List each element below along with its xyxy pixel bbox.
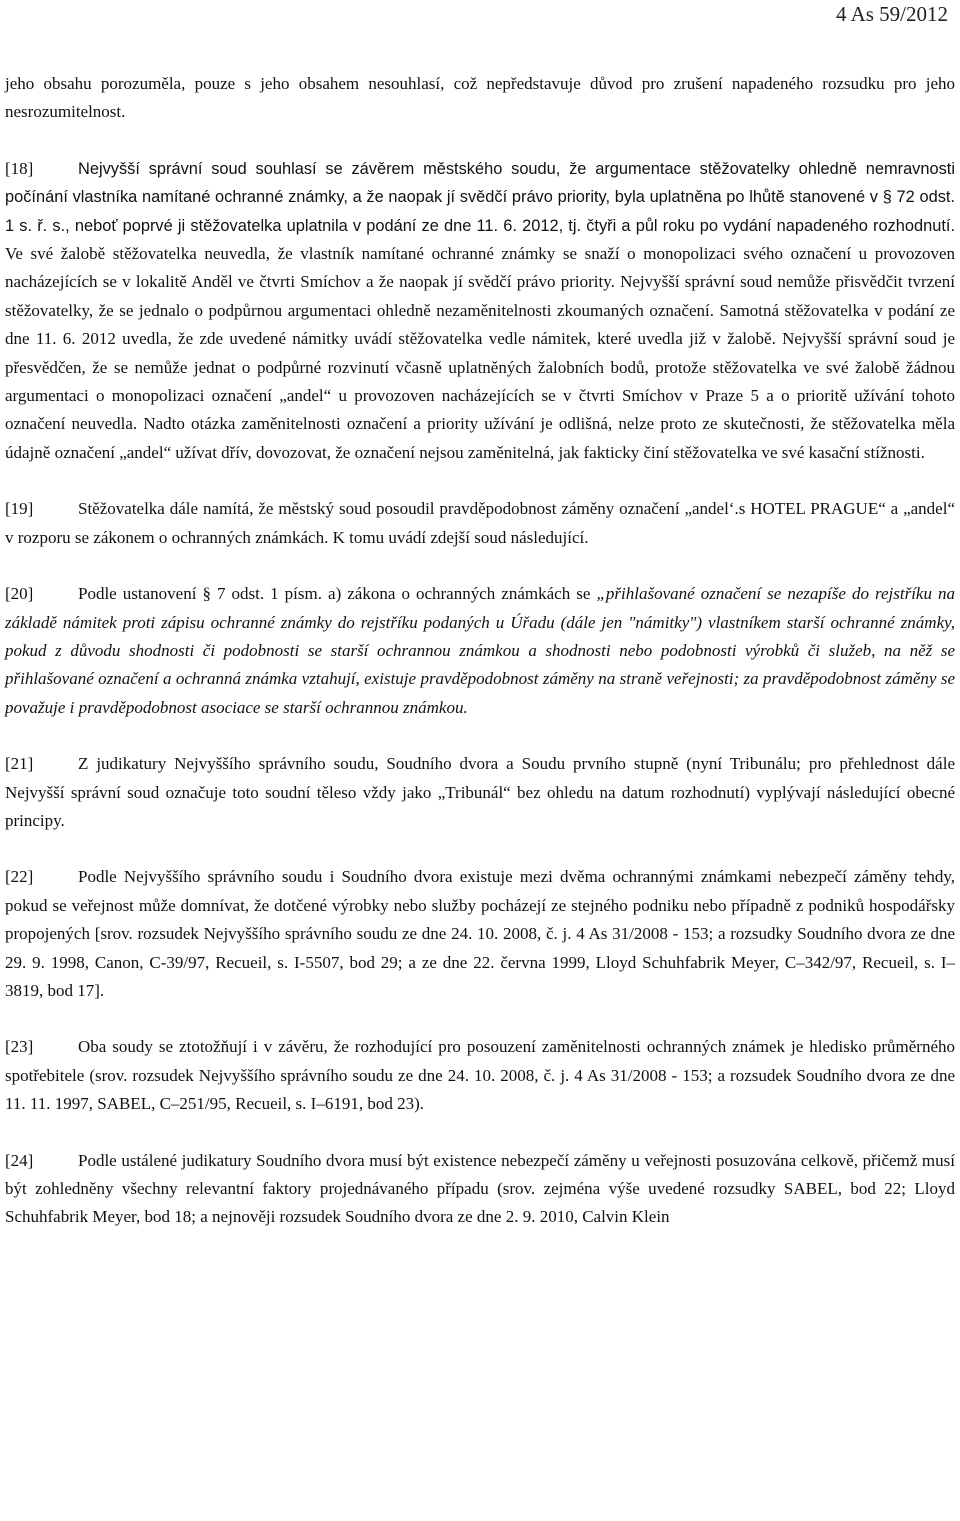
paragraph-22-text: Podle Nejvyššího správního soudu i Soudního dvora existuje mezi dvěma ochrannými známkami nebezpečí záměny tehdy, pokud se veřejnost může domnívat, že dotčené výrobky nebo služby pocházejí ze stejného podniku nebo případně z podniků hospodářsky propojených [srov. rozsudek Nejvyššího správního soudu ze dne 24. 10. 2008, č. j. 4 As 31/2008 - 153; a rozsudky Soudního dvora ze dne 29. 9. 1998, Canon, C-39/97, Recueil, s. I-5507, bod 29; a ze dne 22. června 1999, Lloyd Schuhfabrik Meyer, C–342/97, Recueil, s. I–3819, bod 17]. [5, 867, 955, 1000]
paragraph-24-text: Podle ustálené judikatury Soudního dvora musí být existence nebezpečí záměny u veřejnosti posuzována celkově, přičemž musí být zohledněny všechny relevantní faktory projednávaného případu (srov. zejména výše uvedené rozsudky SABEL, bod 22; Lloyd Schuhfabrik Meyer, bod 18; a nejnověji rozsudek Soudního dvora ze dne 2. 9. 2010, Calvin Klein [5, 1150, 955, 1227]
paragraph-20-text: Podle ustanovení § 7 odst. 1 písm. a) zákona o ochranných známkách se [78, 584, 597, 604]
paragraph-24 [5, 1147, 955, 1232]
paragraph-number: [19] [5, 499, 34, 519]
paragraph-23-text: Oba soudy se ztotožňují i v závěru, že rozhodující pro posouzení zaměnitelnosti ochranných známek je hledisko průměrného spotřebitele (srov. rozsudek Nejvyššího správního soudu ze dne 24. 10. 2008, č. j. 4 As 31/2008 - 153; a rozsudek Soudního dvora ze dne 11. 11. 1997, SABEL, C–251/95, Recueil, s. I–6191, bod 23). [5, 1037, 955, 1114]
case-number-header: 4 As 59/2012 [835, 2, 948, 26]
intro-paragraph [5, 70, 955, 127]
paragraph-21-text: Z judikatury Nejvyššího správního soudu, Soudního dvora a Soudu prvního stupně (nyní Tribunálu; pro přehlednost dále Nejvyšší správní soud označuje toto soudní těleso vždy jako „Tribunál“ bez ohledu na datum rozhodnutí) vyplývají následující obecné principy. [5, 754, 955, 830]
intro-text: jeho obsahu porozuměla, pouze s jeho obsahem nesouhlasí, což nepředstavuje důvod pro zrušení napadeného rozsudku pro jeho nesrozumitelnost. [5, 74, 955, 122]
paragraph-number: [21] [5, 754, 34, 774]
paragraph-21 [5, 750, 955, 835]
document-body [5, 70, 955, 1260]
paragraph-19 [5, 495, 955, 552]
paragraph-22 [5, 863, 955, 1005]
paragraph-20 [5, 580, 955, 722]
paragraph-18-sans-text: Nejvyšší správní soud souhlasí se závěrem městského soudu, že argumentace stěžovatelky ohledně nemravnosti počínání vlastníka namítané ochranné známky, a že naopak jí svědčí právo priority, byla uplatněna po lhůtě stanovené v § 72 odst. 1 s. ř. s., neboť poprvé ji stěžovatelka uplatnila v podání ze dne 11. 6. 2012, tj. čtyři a půl roku po vydání napadeného rozhodnutí. [5, 159, 955, 235]
paragraph-number: [24] [5, 1150, 34, 1170]
paragraph-20-quoted-law: „přihlašované označení se nezapíše do rejstříku na základě námitek proti zápisu ochranné známky do rejstříku podaných u Úřadu (dále jen "námitky") vlastníkem starší ochranné známky, pokud z důvodu shodnosti či podobnosti se starší ochrannou známkou a shodnosti nebo podobnosti výrobků či služeb, na něž se přihlašované označení a ochranná známka vztahují, existuje pravděpodobnost záměny na straně veřejnosti; za pravděpodobnost záměny se považuje i pravděpodobnost asociace se starší ochrannou známkou. [5, 584, 956, 717]
paragraph-number: [20] [5, 584, 34, 604]
paragraph-18-text: Ve své žalobě stěžovatelka neuvedla, že vlastník namítané ochranné známky se snaží o monopolizaci svého označení u provozoven nacházejících se v lokalitě Anděl ve čtvrti Smíchov a že naopak jí svědčí právo priority. Nejvyšší správní soud nemůže přisvědčit tvrzení stěžovatelky, že se jednalo o podpůrnou argumentaci ohledně nezaměnitelnosti zkoumaných označení. Samotná stěžovatelka v podání ze dne 11. 6. 2012 uvedla, že zde uvedené námitky uvádí stěžovatelka vedle námitek, které uvedla již v žalobě. Nejvyšší správní soud je přesvědčen, že se nemůže jednat o podpůrné rozvinutí včasně uplatněných žalobních bodů, protože stěžovatelka ve své žalobě žádnou argumentaci o monopolizaci označení „andel“ u provozoven nacházejících se v čtvrti Smíchov v Praze 5 a o prioritě užívání tohoto označení neuvedla. Nadto otázka zaměnitelnosti označení a priority užívání je odlišná, nelze proto ze skutečnosti, že stěžovatelka měla údajně označení „andel“ užívat dřív, dovozovat, že označení nejsou zaměnitelná, jak fakticky činí stěžovatelka ve své kasační stížnosti. [5, 244, 955, 462]
paragraph-23 [5, 1033, 955, 1118]
paragraph-18 [5, 155, 955, 467]
paragraph-19-text: Stěžovatelka dále namítá, že městský soud posoudil pravděpodobnost záměny označení „andel‘.s HOTEL PRAGUE“ a „andel“ v rozporu se zákonem o ochranných známkách. K tomu uvádí zdejší soud následující. [5, 499, 955, 547]
paragraph-number: [18] [5, 158, 34, 178]
paragraph-number: [22] [5, 867, 34, 887]
paragraph-number: [23] [5, 1037, 34, 1057]
